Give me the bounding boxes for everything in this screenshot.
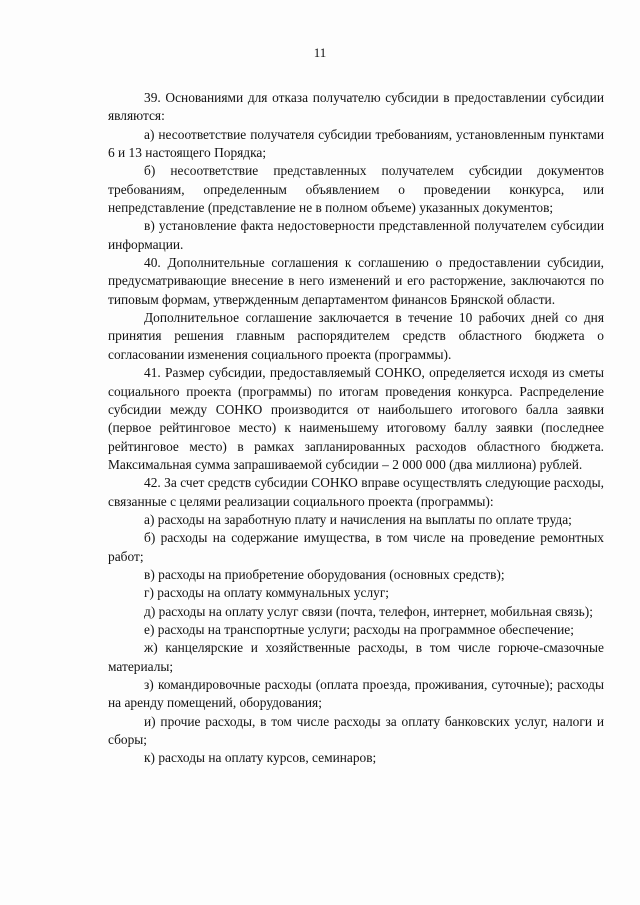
paragraph-41: 41. Размер субсидии, предоставляемый СОНКО, определяется исходя из сметы социального проекта (программы) по итогам проведения конкурса. Распределение субсидии между СОНКО производится от наибольшего итогового балла заявки (первое рейтинговое место) к наименьшему итоговому баллу заявки (последнее рейтинговое место) в рамках запланированных расходов областного бюджета. Максимальная сумма запрашиваемой субсидии – 2 000 000 (два миллиона) рублей. xyxy=(108,365,604,472)
paragraph-39-a: а) несоответствие получателя субсидии требованиям, установленным пунктами 6 и 13 настоящего Порядка; xyxy=(108,126,604,161)
paragraph-42-zh: ж) канцелярские и хозяйственные расходы, в том числе горюче-смазочные материалы; xyxy=(108,640,604,674)
paragraph-42-v: в) расходы на приобретение оборудования (основных средств); xyxy=(144,566,505,582)
paragraph-39-intro: 39. Основаниями для отказа получателю субсидии в предоставлении субсидии являются: xyxy=(108,90,604,124)
paragraph-39-v: в) установление факта недостоверности представленной получателем субсидии информации. xyxy=(108,218,604,252)
paragraph-42-a: а) расходы на заработную плату и начисления на выплаты по оплате труда; xyxy=(144,511,572,527)
paragraph-42-g: г) расходы на оплату коммунальных услуг; xyxy=(144,585,390,601)
paragraph-39-b: б) несоответствие представленных получателем субсидии документов требованиям, определенным объявлением о проведении конкурса, или непредставление (представление не в полном объеме) указанных документов; xyxy=(108,163,604,216)
paragraph-42-d: д) расходы на оплату услуг связи (почта, телефон, интернет, мобильная связь); xyxy=(144,603,593,619)
paragraph-42-k: к) расходы на оплату курсов, семинаров; xyxy=(144,750,377,766)
paragraph-42-z: з) командировочные расходы (оплата проезда, проживания, суточные); расходы на аренду помещений, оборудования; xyxy=(108,677,604,711)
paragraph-42-b: б) расходы на содержание имущества, в том числе на проведение ремонтных работ; xyxy=(108,530,604,564)
document-body xyxy=(108,89,604,768)
paragraph-42-i: и) прочие расходы, в том числе расходы за оплату банковских услуг, налоги и сборы; xyxy=(108,713,604,748)
paragraph-40-continued: Дополнительное соглашение заключается в течение 10 рабочих дней со дня принятия решения главным распорядителем средств областного бюджета о согласовании изменения социального проекта (программы). xyxy=(108,310,604,362)
paragraph-42-e: е) расходы на транспортные услуги; расходы на программное обеспечение; xyxy=(144,621,574,637)
paragraph-40: 40. Дополнительные соглашения к соглашению о предоставлении субсидии, предусматривающие внесение в него изменений и его расторжение, заключаются по типовым формам, утвержденным департаментом финансов Брянской области. xyxy=(108,255,604,307)
page-number: 11 xyxy=(313,45,327,60)
paragraph-42-intro: 42. За счет средств субсидии СОНКО вправе осуществлять следующие расходы, связанные с целями реализации социального проекта (программы): xyxy=(108,475,604,509)
